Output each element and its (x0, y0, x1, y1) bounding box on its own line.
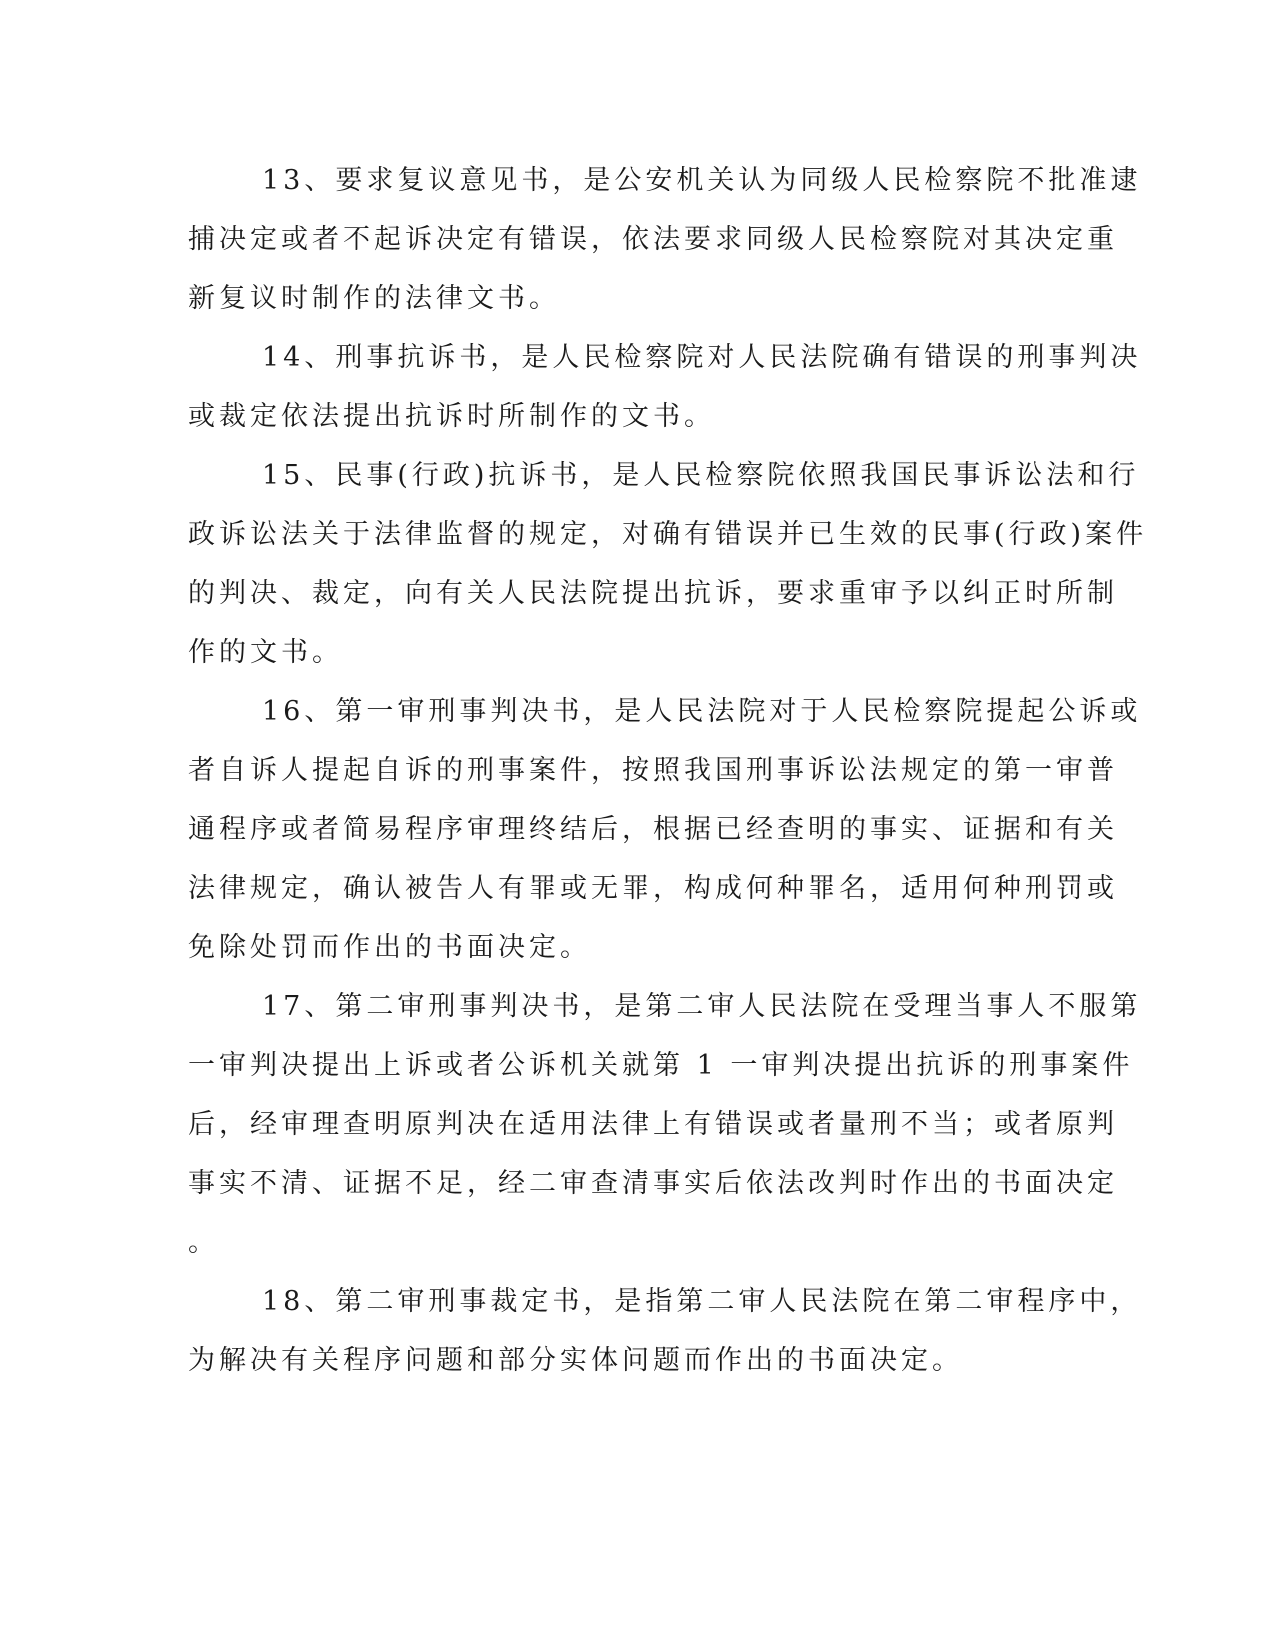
paragraph-16-line-3: 通程序或者简易程序审理终结后，根据已经查明的事实、证据和有关 (188, 814, 1118, 845)
paragraph-16-line-2: 者自诉人提起自诉的刑事案件，按照我国刑事诉讼法规定的第一审普 (188, 755, 1118, 786)
paragraph-17-line-4: 事实不清、证据不足，经二审查清事实后依法改判时作出的书面决定 (188, 1168, 1118, 1199)
paragraph-15-line-3: 的判决、裁定，向有关人民法院提出抗诉，要求重审予以纠正时所制 (188, 578, 1118, 609)
paragraph-15-line-1: 15、民事(行政)抗诉书，是人民检察院依照我国民事诉讼法和行 (262, 460, 1140, 491)
paragraph-14-line-1: 14、刑事抗诉书，是人民检察院对人民法院确有错误的刑事判决 (262, 342, 1142, 373)
paragraph-18-line-1: 18、第二审刑事裁定书，是指第二审人民法院在第二审程序中， (262, 1286, 1142, 1317)
paragraph-17-line-3: 后，经审理查明原判决在适用法律上有错误或者量刑不当；或者原判 (188, 1109, 1118, 1140)
paragraph-15-line-2: 政诉讼法关于法律监督的规定，对确有错误并已生效的民事(行政)案件 (188, 519, 1148, 550)
paragraph-14-line-2: 或裁定依法提出抗诉时所制作的文书。 (188, 401, 715, 432)
paragraph-18-line-2: 为解决有关程序问题和部分实体问题而作出的书面决定。 (188, 1345, 963, 1376)
paragraph-17-line-1: 17、第二审刑事判决书，是第二审人民法院在受理当事人不服第 (262, 991, 1142, 1022)
paragraph-13-line-3: 新复议时制作的法律文书。 (188, 283, 560, 314)
paragraph-15-line-4: 作的文书。 (188, 637, 343, 668)
paragraph-16-line-5: 免除处罚而作出的书面决定。 (188, 932, 591, 963)
paragraph-16-line-1: 16、第一审刑事判决书，是人民法院对于人民检察院提起公诉或 (262, 696, 1142, 727)
paragraph-13-line-1: 13、要求复议意见书，是公安机关认为同级人民检察院不批准逮 (262, 165, 1142, 196)
paragraph-16-line-4: 法律规定，确认被告人有罪或无罪，构成何种罪名，适用何种刑罚或 (188, 873, 1118, 904)
paragraph-17-line-2: 一审判决提出上诉或者公诉机关就第 1 一审判决提出抗诉的刑事案件 (188, 1050, 1134, 1081)
paragraph-17-line-5: 。 (188, 1227, 219, 1258)
paragraph-13-line-2: 捕决定或者不起诉决定有错误，依法要求同级人民检察院对其决定重 (188, 224, 1118, 255)
